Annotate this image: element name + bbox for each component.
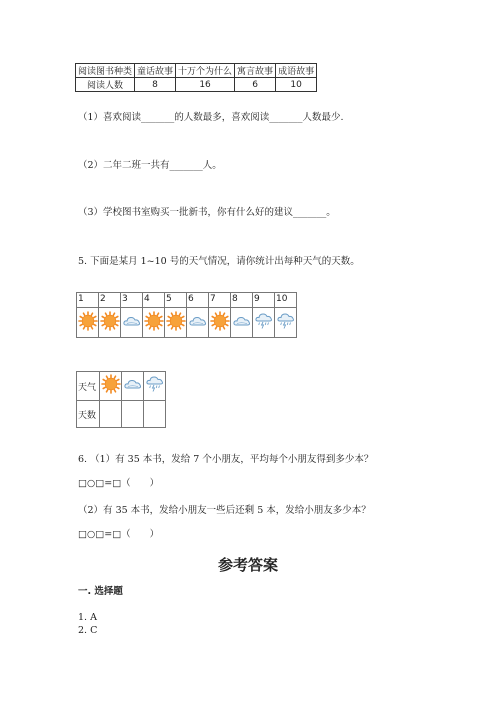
count-icon-cell — [144, 372, 166, 401]
weather-count-table — [76, 371, 166, 428]
day-icon-row — [77, 308, 297, 338]
cloud-icon — [188, 311, 208, 331]
table-cell: 十万个为什么 — [176, 64, 235, 78]
section-heading: 一. 选择题 — [78, 586, 123, 597]
table-row — [76, 78, 317, 92]
question-6-1: 6. （1）有 35 本书，发给 7 个小朋友，平均每个小朋友得到多少本？ — [78, 454, 374, 465]
day-number-row — [77, 293, 297, 308]
row-label-days: 天数 — [77, 401, 100, 428]
rain-icon — [145, 374, 165, 394]
question-6-2: （2）有 35 本书，发给小朋友一些后还剩 5 本，发给小朋友多少本？ — [78, 505, 371, 516]
sun-icon — [101, 374, 121, 394]
sun-icon — [210, 311, 230, 331]
equation-6-2: □○□=□（ ） — [78, 529, 160, 540]
rain-icon — [254, 311, 274, 331]
table-cell: 阅读人数 — [76, 78, 135, 92]
table-cell: 8 — [135, 78, 176, 92]
question-2: （2）二年二班一共有_______人。 — [78, 160, 222, 171]
cloud-icon — [232, 311, 252, 331]
equation-6-1: □○□=□（ ） — [78, 478, 160, 489]
day-icon-cell — [165, 308, 187, 338]
question-3: （3）学校图书室购买一批新书，你有什么好的建议_______。 — [78, 207, 336, 218]
row-label-weather: 天气 — [77, 372, 100, 401]
table-cell: 童话故事 — [135, 64, 176, 78]
sun-icon — [144, 311, 164, 331]
cloud-icon — [122, 311, 142, 331]
day-number: 4 — [143, 293, 165, 308]
day-number: 10 — [275, 293, 297, 308]
weather-days-table — [76, 292, 297, 338]
table-cell: 成语故事 — [276, 64, 317, 78]
table-cell: 16 — [176, 78, 235, 92]
table-header-row — [76, 64, 317, 78]
count-icon-cell — [122, 372, 144, 401]
table-cell: 10 — [276, 78, 317, 92]
rain-icon — [276, 311, 296, 331]
day-icon-cell — [275, 308, 297, 338]
table-cell: 阅读图书种类 — [76, 64, 135, 78]
day-icon-cell — [253, 308, 275, 338]
day-number: 5 — [165, 293, 187, 308]
count-answer-cell[interactable] — [100, 401, 122, 428]
day-icon-cell — [231, 308, 253, 338]
day-number: 1 — [77, 293, 99, 308]
answer-item: 1. A — [78, 612, 97, 623]
day-icon-cell — [77, 308, 99, 338]
day-number: 6 — [187, 293, 209, 308]
count-answer-cell[interactable] — [144, 401, 166, 428]
sun-icon — [166, 311, 186, 331]
day-number: 7 — [209, 293, 231, 308]
day-number: 2 — [99, 293, 121, 308]
table-cell: 寓言故事 — [235, 64, 276, 78]
sun-icon — [78, 311, 98, 331]
cloud-icon — [123, 374, 143, 394]
day-number: 9 — [253, 293, 275, 308]
day-icon-cell — [209, 308, 231, 338]
answer-item: 2. C — [78, 625, 98, 636]
question-5: 5. 下面是某月 1~10 号的天气情况，请你统计出每种天气的天数。 — [78, 256, 360, 267]
question-1: （1）喜欢阅读_______的人数最多，喜欢阅读_______人数最少. — [78, 112, 344, 123]
sun-icon — [100, 311, 120, 331]
table-cell: 6 — [235, 78, 276, 92]
day-icon-cell — [143, 308, 165, 338]
count-icon-row — [77, 372, 166, 401]
day-icon-cell — [99, 308, 121, 338]
answers-title: 参考答案 — [218, 556, 279, 574]
day-icon-cell — [121, 308, 143, 338]
count-icon-cell — [100, 372, 122, 401]
reading-table — [75, 63, 317, 92]
day-number: 3 — [121, 293, 143, 308]
count-answer-cell[interactable] — [122, 401, 144, 428]
count-value-row — [77, 401, 166, 428]
day-icon-cell — [187, 308, 209, 338]
day-number: 8 — [231, 293, 253, 308]
